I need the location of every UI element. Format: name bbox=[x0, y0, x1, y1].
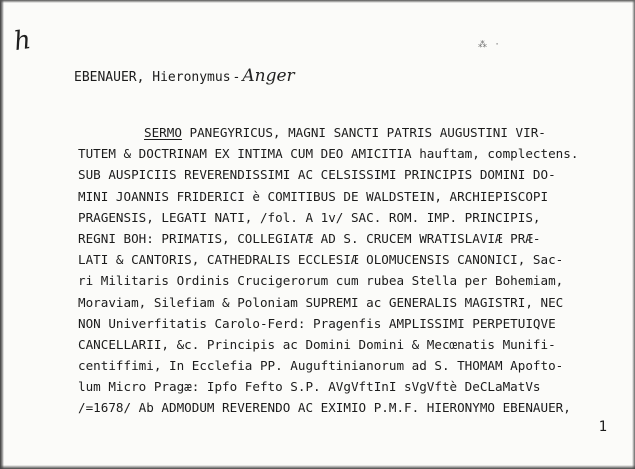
text-line: NON Univerfitatis Carolo-Ferd: Pragenfis AMPLISSIMI PERPETUIQVE bbox=[78, 315, 556, 331]
card-edge-top bbox=[0, 0, 635, 3]
card-edge-bottom bbox=[0, 465, 635, 469]
line-rest: PANEGYRICUS, MAGNI SANCTI PATRIS AUGUSTINI VIR- bbox=[181, 125, 546, 140]
underlined-word: SERMO bbox=[144, 125, 182, 140]
text-line: TUTEM & DOCTRINAM EX INTIMA CUM DEO AMICITIA hauftam, complectens. bbox=[78, 146, 579, 162]
paper-specks: ⁂ · bbox=[478, 40, 501, 50]
text-line: Moraviam, Silefiam & Poloniam SUPREMI ac GENERALIS MAGISTRI, NEC bbox=[78, 294, 564, 310]
text-line: SUB AUSPICIIS REVERENDISSIMI AC CELSISSIMI PRINCIPIS DOMINI DO- bbox=[78, 167, 556, 183]
text-line: ri Militaris Ordinis Crucigerorum cum rubea Stella per Bohemiam, bbox=[78, 273, 564, 289]
handwritten-annotation: Anger bbox=[242, 66, 295, 86]
text-line: LATI & CANTORIS, CATHEDRALIS ECCLESIÆ OLOMUCENSIS CANONICI, Sac- bbox=[78, 252, 564, 268]
text-line bbox=[78, 122, 623, 143]
text-line: lum Micro Pragæ: Ipfo Fefto S.P. AVgVftInI sVgVftè DeCLaMatVs bbox=[78, 379, 541, 395]
text-line: REGNI BOH: PRIMATIS, COLLEGIATÆ AD S. CRUCEM WRATISLAVIÆ PRÆ- bbox=[78, 230, 541, 246]
heading-dash: - bbox=[232, 70, 241, 85]
handwritten-corner-mark: h bbox=[11, 24, 33, 58]
text-line: CANCELLARII, &c. Principis ac Domini Domini & Mecœnatis Munifi- bbox=[78, 336, 556, 352]
text-line: PRAGENSIS, LEGATI NATI, /fol. A 1v/ SAC. ROM. IMP. PRINCIPIS, bbox=[78, 209, 541, 225]
page-number: 1 bbox=[598, 419, 607, 435]
text-line: centiffimi, In Ecclefia PP. Auguftinianorum ad S. THOMAM Apofto- bbox=[78, 358, 564, 374]
author-name: EBENAUER, Hieronymus bbox=[74, 70, 231, 85]
title-transcription bbox=[78, 122, 623, 419]
card-heading bbox=[74, 66, 295, 86]
text-line: MINI JOANNIS FRIDERICI è COMITIBUS DE WALDSTEIN, ARCHIEPISCOPI bbox=[78, 188, 549, 204]
card-edge-left bbox=[0, 0, 4, 469]
text-line: /=1678/ Ab ADMODUM REVERENDO AC EXIMIO P.M.F. HIERONYMO EBENAUER, bbox=[78, 400, 571, 416]
